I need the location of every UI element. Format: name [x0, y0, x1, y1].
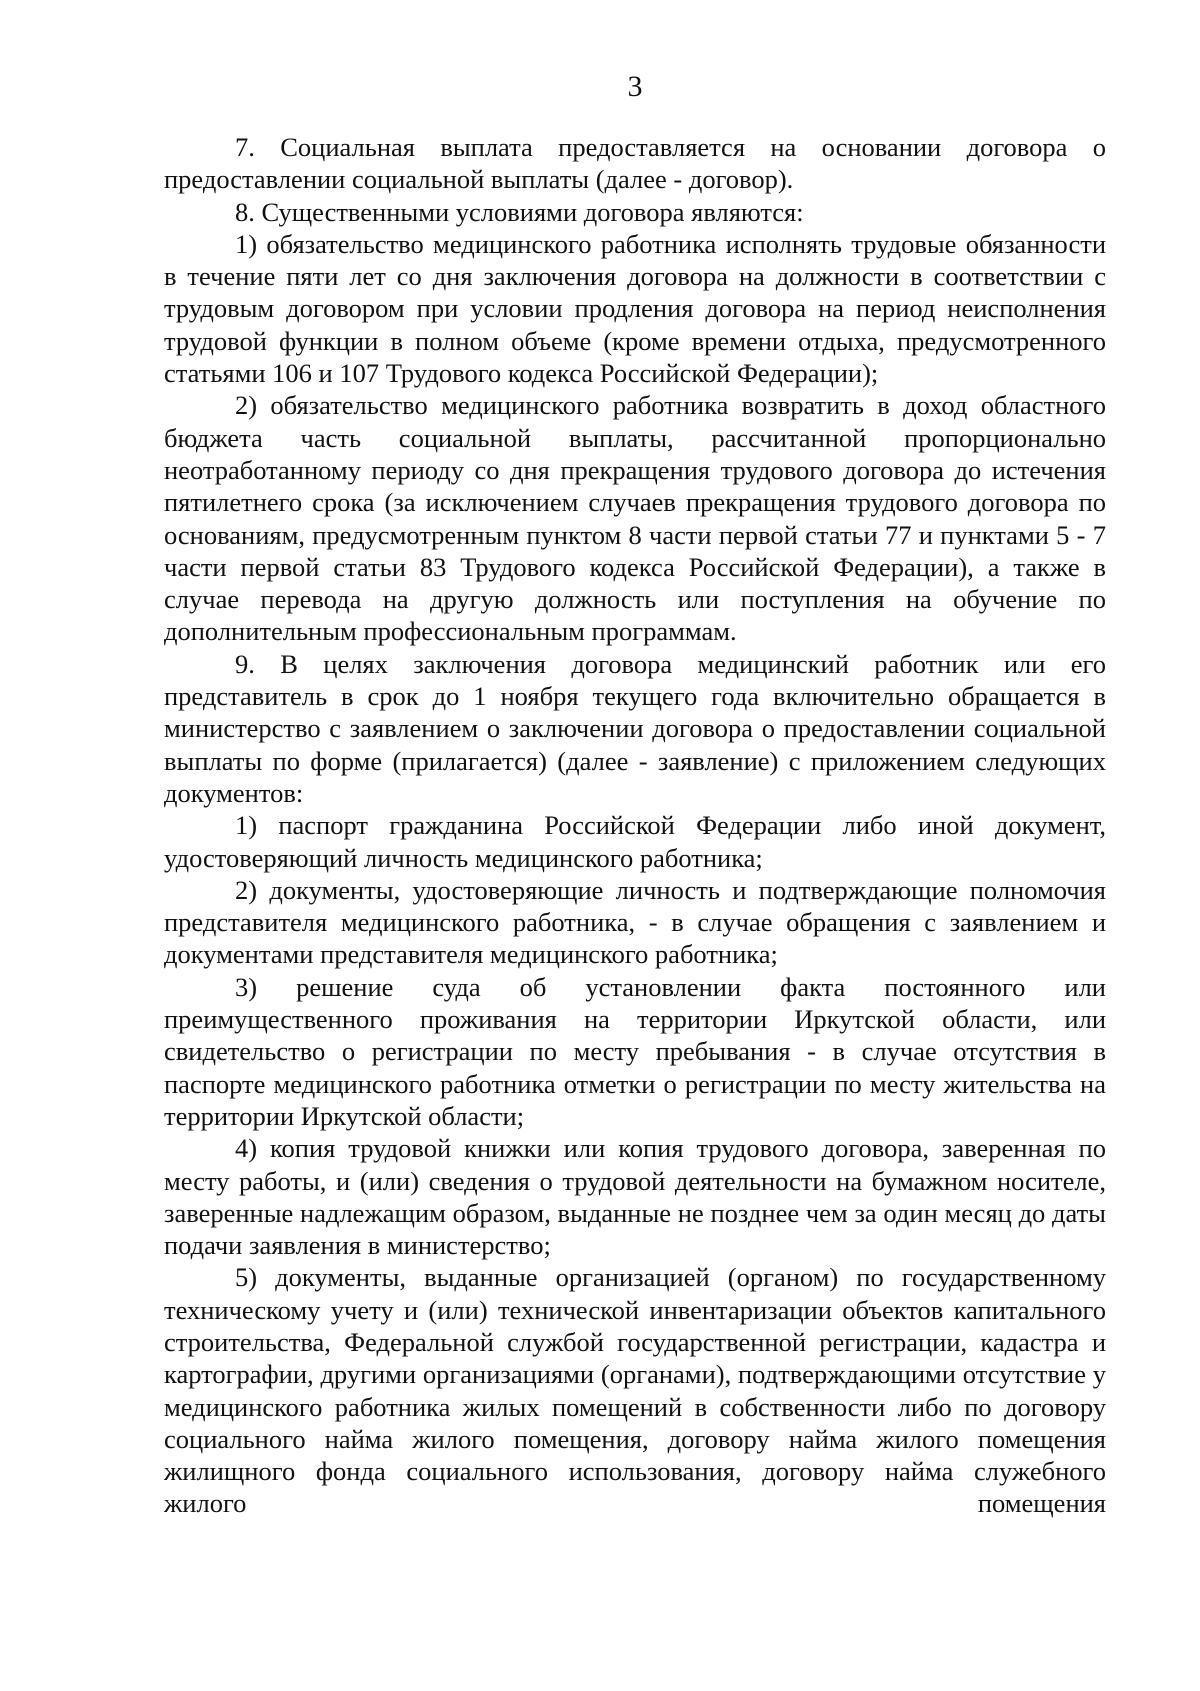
paragraph-8-item-1: 1) обязательство медицинского работника исполнять трудовые обязанности в течение пяти лет со дня заключения договора на должности в соответствии с трудовым договором при условии продления договора на период неисполнения трудовой функции в полном объеме (кроме времени отдыха, предусмотренного статьями 106 и 107 Трудового кодекса Российской Федерации);	[164, 228, 1106, 389]
paragraph-8-item-2: 2) обязательство медицинского работника возвратить в доход областного бюджета часть социальной выплаты, рассчитанной пропорционально неотработанному периоду со дня прекращения трудового договора до истечения пятилетнего срока (за исключением случаев прекращения трудового договора по основаниям, предусмотренным пунктом 8 части первой статьи 77 и пунктами 5 - 7 части первой статьи 83 Трудового кодекса Российской Федерации), а также в случае перевода на другую должность или поступления на обучение по дополнительным профессиональным программам.	[164, 390, 1106, 647]
paragraph-9-item-1: 1) паспорт гражданина Российской Федерации либо иной документ, удостоверяющий личность медицинского работника;	[164, 810, 1106, 873]
paragraph-9-item-5: 5) документы, выданные организацией (органом) по государственному техническому учету и (или) технической инвентаризации объектов капитального строительства, Федеральной службой государственной регистрации, кадастра и картографии, другими организациями (органами), подтверждающими отсутствие у медицинского работника жилых помещений в собственности либо по договору социального найма жилого помещения, договору найма жилого помещения жилищного фонда социального использования, договору найма служебного жилого помещения	[164, 1262, 1106, 1519]
paragraph-8: 8. Существенными условиями договора являются:	[235, 196, 804, 227]
paragraph-9-item-4: 4) копия трудовой книжки или копия трудового договора, заверенная по месту работы, и (или) сведения о трудовой деятельности на бумажном носителе, заверенные надлежащим образом, выданные не позднее чем за один месяц до даты подачи заявления в министерство;	[164, 1133, 1106, 1261]
page-number: 3	[627, 70, 643, 103]
paragraph-9-item-3: 3) решение суда об установлении факта постоянного или преимущественного проживания на территории Иркутской области, или свидетельство о регистрации по месту пребывания - в случае отсутствия в паспорте медицинского работника отметки о регистрации по месту жительства на территории Иркутской области;	[164, 971, 1106, 1131]
paragraph-9-item-2: 2) документы, удостоверяющие личность и подтверждающие полномочия представителя медицинского работника, - в случае обращения с заявлением и документами представителя медицинского работника;	[164, 874, 1106, 970]
paragraph-9: 9. В целях заключения договора медицинский работник или его представитель в срок до 1 ноября текущего года включительно обращается в министерство с заявлением о заключении договора о предоставлении социальной выплаты по форме (прилагается) (далее - заявление) с приложением следующих документов:	[164, 648, 1106, 808]
document-body	[164, 131, 1106, 1520]
paragraph-7: 7. Социальная выплата предоставляется на основании договора о предоставлении социальной выплаты (далее - договор).	[164, 132, 1106, 195]
